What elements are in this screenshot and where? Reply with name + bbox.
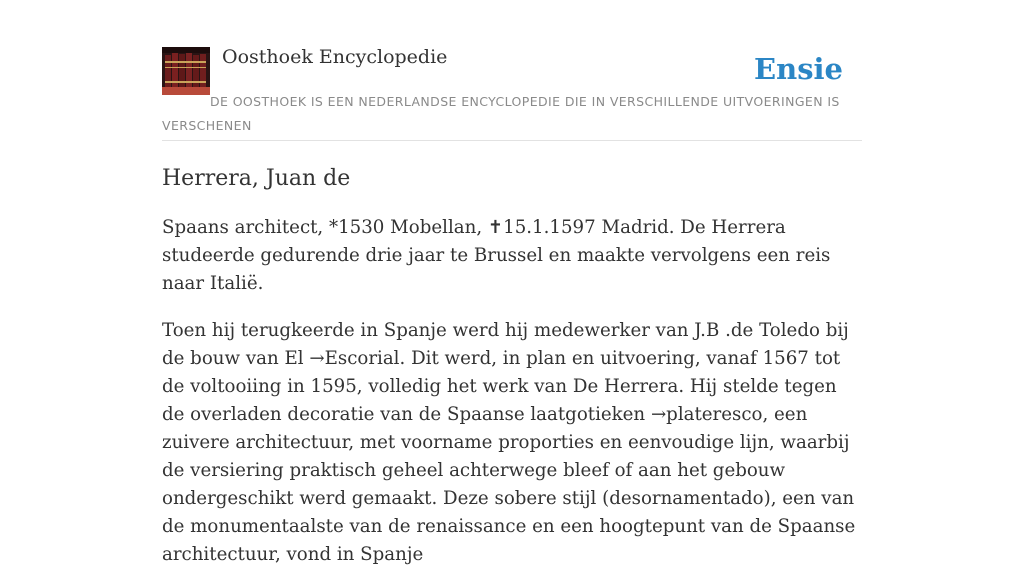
ensie-logo-link[interactable]: Ensie — [754, 52, 843, 86]
escorial-link[interactable]: →Escorial — [309, 348, 400, 369]
plateresco-link[interactable]: →plateresco — [650, 404, 763, 425]
article-paragraph-1: Spaans architect, *1530 Mobellan, ✝15.1.1597 Madrid. De Herrera studeerde gedurende drie jaar te Brussel en maakte vervolgens een reis naar Italië. — [162, 217, 831, 294]
article-paragraph-2 — [162, 317, 862, 569]
encyclopedia-books-icon — [162, 47, 210, 95]
source-tagline: DE OOSTHOEK IS EEN NEDERLANDSE ENCYCLOPEDIE DIE IN VERSCHILLENDE UITVOERINGEN IS VERSCHENEN — [162, 94, 840, 133]
source-name-link[interactable]: Oosthoek Encyclopedie — [222, 46, 448, 68]
paragraph-text: Toen hij terugkeerde in Spanje werd hij medewerker van J.B .de Toledo bij de bouw van El — [162, 320, 849, 369]
article-title: Herrera, Juan de — [162, 166, 351, 191]
avatar[interactable] — [162, 47, 210, 95]
paragraph-text: . Dit werd, in plan en uitvoering, vanaf 1567 tot de voltooiing in 1595, volledig het werk van De Herrera. Hij stelde tegen de overladen decoratie van de Spaanse laatgotieken — [162, 348, 841, 425]
source-header — [162, 46, 862, 141]
article — [162, 163, 862, 588]
paragraph-text: , een zuivere architectuur, met voorname proporties en eenvoudige lijn, waarbij de versiering praktisch geheel achterwege bleef of aan het gebouw ondergeschikt werd gemaakt. Deze sobere stijl (desornamentado), een van de monumentaalste van de renaissance en een hoogtepunt van de Spaanse architectuur, vond in Spanje — [162, 404, 856, 565]
